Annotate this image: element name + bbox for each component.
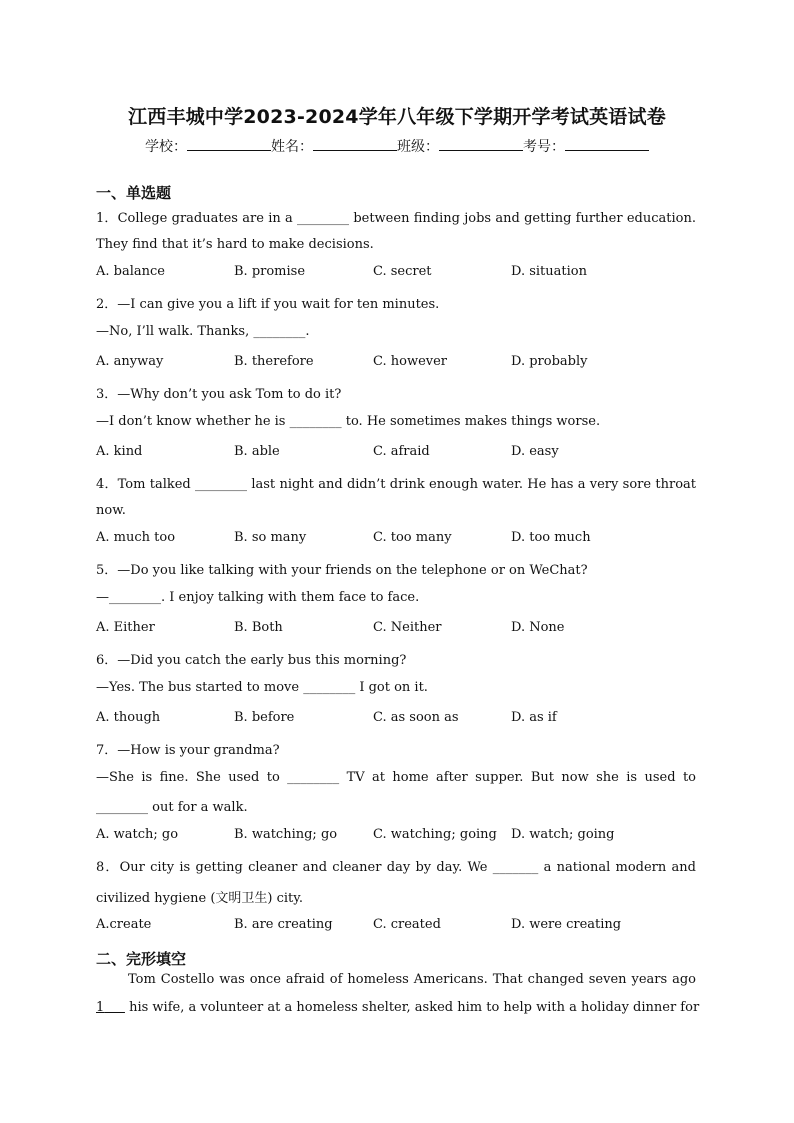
option-b[interactable]: B. Both xyxy=(234,620,283,635)
option-d[interactable]: D. None xyxy=(511,620,565,635)
option-d[interactable]: D. too much xyxy=(511,530,591,545)
question-7-line-3: ________ out for a walk. xyxy=(96,800,248,815)
option-a[interactable]: A.create xyxy=(96,917,152,932)
question-6-options xyxy=(96,710,696,728)
option-a[interactable]: A. much too xyxy=(96,530,176,545)
question-6-line-1: 6．—Did you catch the early bus this morning? xyxy=(96,653,407,668)
section-heading-single-choice: 一、单选题 xyxy=(96,184,172,202)
question-7-options xyxy=(96,827,696,845)
school-field[interactable] xyxy=(187,136,271,151)
question-4-options xyxy=(96,530,696,548)
option-b[interactable]: B. watching; go xyxy=(234,827,338,842)
option-a[interactable]: A. balance xyxy=(96,264,165,279)
question-1-options xyxy=(96,264,696,282)
question-3-options xyxy=(96,444,696,462)
cloze-line-2-text: his wife, a volunteer at a homeless shelter, asked him to help with a holiday dinner for xyxy=(124,1000,700,1015)
question-7-line-1: 7．—How is your grandma? xyxy=(96,743,280,758)
option-c[interactable]: C. Neither xyxy=(373,620,442,635)
option-c[interactable]: C. created xyxy=(373,917,441,932)
option-d[interactable]: D. were creating xyxy=(511,917,622,932)
question-8-line-1: 8．Our city is getting cleaner and cleaner day by day. We _______ a national modern and xyxy=(96,860,696,875)
option-b[interactable]: B. so many xyxy=(234,530,307,545)
question-4-line-1: 4．Tom talked ________ last night and didn’t drink enough water. He has a very sore throat xyxy=(96,477,696,492)
option-c[interactable]: C. as soon as xyxy=(373,710,459,725)
question-5-line-1: 5．—Do you like talking with your friends on the telephone or on WeChat? xyxy=(96,563,588,578)
option-d[interactable]: D. probably xyxy=(511,354,588,369)
question-7-line-2: —She is fine. She used to ________ TV at home after supper. But now she is used to xyxy=(96,770,696,785)
option-a[interactable]: A. anyway xyxy=(96,354,164,369)
option-c[interactable]: C. afraid xyxy=(373,444,430,459)
student-info-line xyxy=(0,136,794,156)
cloze-blank-1[interactable]: 1 xyxy=(96,1000,105,1015)
question-4-line-2: now. xyxy=(96,503,126,518)
question-5-options xyxy=(96,620,696,638)
option-b[interactable]: B. before xyxy=(234,710,295,725)
option-c[interactable]: C. too many xyxy=(373,530,452,545)
option-b[interactable]: B. able xyxy=(234,444,280,459)
number-field[interactable] xyxy=(565,136,649,151)
question-3-line-1: 3．—Why don’t you ask Tom to do it? xyxy=(96,387,342,402)
option-c[interactable]: C. secret xyxy=(373,264,432,279)
question-8-line-2: civilized hygiene (文明卫生) city. xyxy=(96,891,304,906)
option-d[interactable]: D. situation xyxy=(511,264,587,279)
option-a[interactable]: A. though xyxy=(96,710,161,725)
class-label: 班级： xyxy=(397,139,439,155)
question-1-line-2: They find that it’s hard to make decisions. xyxy=(96,237,374,252)
option-d[interactable]: D. easy xyxy=(511,444,559,459)
cloze-line-1: Tom Costello was once afraid of homeless Americans. That changed seven years ago xyxy=(128,972,696,987)
option-a[interactable]: A. kind xyxy=(96,444,143,459)
question-2-line-2: —No, I’ll walk. Thanks, ________. xyxy=(96,324,310,339)
number-label: 考号： xyxy=(523,139,565,155)
question-2-line-1: 2．—I can give you a lift if you wait for ten minutes. xyxy=(96,297,440,312)
question-1-line-1: 1．College graduates are in a ________ between finding jobs and getting further education. xyxy=(96,211,696,226)
option-b[interactable]: B. are creating xyxy=(234,917,333,932)
option-b[interactable]: B. therefore xyxy=(234,354,314,369)
class-field[interactable] xyxy=(439,136,523,151)
option-a[interactable]: A. Either xyxy=(96,620,155,635)
school-label: 学校： xyxy=(145,139,187,155)
option-d[interactable]: D. as if xyxy=(511,710,557,725)
question-5-line-2: —________. I enjoy talking with them face to face. xyxy=(96,590,420,605)
cloze-line-2 xyxy=(96,1000,700,1015)
name-label: 姓名： xyxy=(271,139,313,155)
option-a[interactable]: A. watch; go xyxy=(96,827,179,842)
name-field[interactable] xyxy=(313,136,397,151)
option-d[interactable]: D. watch; going xyxy=(511,827,615,842)
option-c[interactable]: C. however xyxy=(373,354,448,369)
option-c[interactable]: C. watching; going xyxy=(373,827,497,842)
question-2-options xyxy=(96,354,696,372)
option-b[interactable]: B. promise xyxy=(234,264,306,279)
section-heading-cloze: 二、完形填空 xyxy=(96,950,187,968)
page-title: 江西丰城中学2023-2024学年八年级下学期开学考试英语试卷 xyxy=(128,106,666,128)
question-3-line-2: —I don’t know whether he is ________ to. He sometimes makes things worse. xyxy=(96,414,601,429)
question-8-options xyxy=(96,917,696,935)
question-6-line-2: —Yes. The bus started to move ________ I got on it. xyxy=(96,680,428,695)
